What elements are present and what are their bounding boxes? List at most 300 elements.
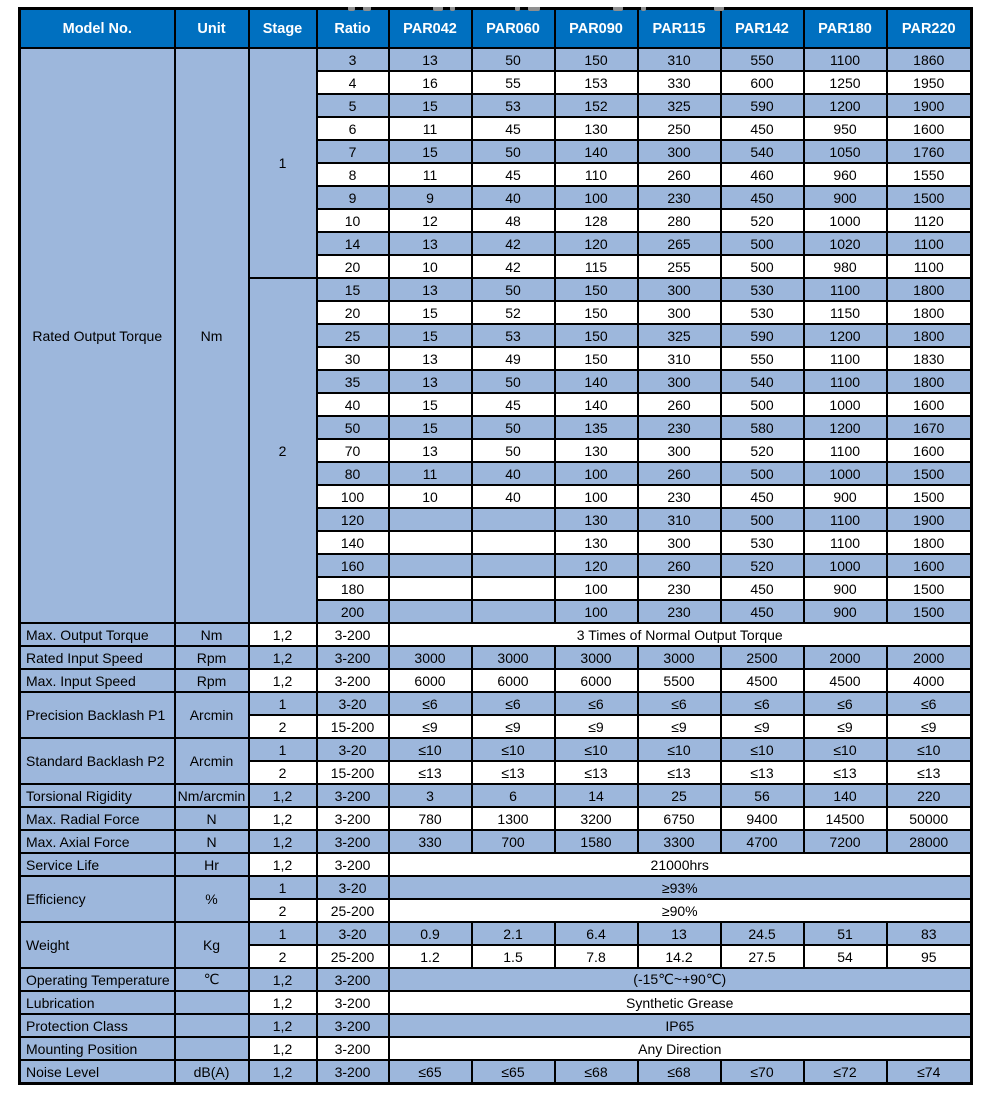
value-cell-par180: 1200 — [804, 94, 887, 117]
value-cell-par042: 0.9 — [389, 922, 472, 945]
value-cell-par142: 590 — [721, 324, 804, 347]
merged-value-cell: IP65 — [389, 1014, 972, 1037]
value-cell-par042: 10 — [389, 485, 472, 508]
value-cell-par115: 300 — [638, 531, 721, 554]
value-cell-par220: ≤10 — [887, 738, 972, 761]
value-cell-par090: 130 — [555, 117, 638, 140]
value-cell-par220: 1500 — [887, 600, 972, 623]
value-cell-par115: 310 — [638, 48, 721, 71]
ratio-cell: 25-200 — [317, 899, 389, 922]
value-cell-par042 — [389, 600, 472, 623]
value-cell-par090: 110 — [555, 163, 638, 186]
value-cell-par060 — [472, 531, 555, 554]
value-cell-par220: 1760 — [887, 140, 972, 163]
value-cell-par090: 100 — [555, 577, 638, 600]
column-header-par042: PAR042 — [389, 9, 472, 49]
value-cell-par142: 550 — [721, 347, 804, 370]
value-cell-par060: 42 — [472, 255, 555, 278]
value-cell-par042: 15 — [389, 393, 472, 416]
unit-cell — [175, 1037, 249, 1060]
stage-cell: 1,2 — [249, 968, 317, 991]
value-cell-par115: 13 — [638, 922, 721, 945]
value-cell-par180: 950 — [804, 117, 887, 140]
ratio-cell: 70 — [317, 439, 389, 462]
value-cell-par180: 1100 — [804, 370, 887, 393]
ratio-cell: 6 — [317, 117, 389, 140]
value-cell-par090: 150 — [555, 347, 638, 370]
value-cell-par042: 13 — [389, 347, 472, 370]
value-cell-par142: 450 — [721, 186, 804, 209]
value-cell-par060: 45 — [472, 393, 555, 416]
value-cell-par115: 230 — [638, 485, 721, 508]
stage-cell: 1,2 — [249, 1060, 317, 1084]
spec-row — [20, 853, 972, 876]
value-cell-par142: 450 — [721, 117, 804, 140]
value-cell-par060: ≤65 — [472, 1060, 555, 1084]
cropped-title-remnant — [0, 7, 988, 12]
value-cell-par142: 530 — [721, 301, 804, 324]
spec-row — [20, 692, 972, 715]
value-cell-par090: 115 — [555, 255, 638, 278]
value-cell-par220: 1500 — [887, 577, 972, 600]
value-cell-par220: 1500 — [887, 485, 972, 508]
column-header-par142: PAR142 — [721, 9, 804, 49]
value-cell-par220: 220 — [887, 784, 972, 807]
value-cell-par060: 40 — [472, 186, 555, 209]
stage-cell: 1,2 — [249, 807, 317, 830]
value-cell-par042: ≤9 — [389, 715, 472, 738]
value-cell-par090: 3000 — [555, 646, 638, 669]
ratio-cell: 15-200 — [317, 761, 389, 784]
value-cell-par042: ≤13 — [389, 761, 472, 784]
merged-value-cell: (-15℃~+90℃) — [389, 968, 972, 991]
value-cell-par180: 1000 — [804, 554, 887, 577]
value-cell-par142: 500 — [721, 255, 804, 278]
value-cell-par142: 580 — [721, 416, 804, 439]
ratio-cell: 120 — [317, 508, 389, 531]
value-cell-par115: 6750 — [638, 807, 721, 830]
value-cell-par090: 150 — [555, 48, 638, 71]
unit-cell: % — [175, 876, 249, 922]
value-cell-par115: 230 — [638, 577, 721, 600]
value-cell-par090: 6.4 — [555, 922, 638, 945]
value-cell-par220: ≤13 — [887, 761, 972, 784]
value-cell-par142: 540 — [721, 370, 804, 393]
value-cell-par220: 1830 — [887, 347, 972, 370]
row-label: Efficiency — [20, 876, 175, 922]
value-cell-par115: ≤9 — [638, 715, 721, 738]
spec-row — [20, 830, 972, 853]
stage-cell: 1,2 — [249, 646, 317, 669]
value-cell-par180: 1100 — [804, 439, 887, 462]
value-cell-par042: 10 — [389, 255, 472, 278]
ratio-cell: 3-200 — [317, 1014, 389, 1037]
value-cell-par180: 54 — [804, 945, 887, 968]
value-cell-par090: ≤9 — [555, 715, 638, 738]
value-cell-par142: 500 — [721, 393, 804, 416]
value-cell-par060: ≤6 — [472, 692, 555, 715]
value-cell-par090: 135 — [555, 416, 638, 439]
ratio-cell: 3-20 — [317, 876, 389, 899]
value-cell-par142: 520 — [721, 209, 804, 232]
stage-cell: 1 — [249, 48, 317, 278]
value-cell-par115: ≤13 — [638, 761, 721, 784]
value-cell-par090: 130 — [555, 508, 638, 531]
value-cell-par060: 53 — [472, 324, 555, 347]
value-cell-par142: 550 — [721, 48, 804, 71]
row-label: Precision Backlash P1 — [20, 692, 175, 738]
ratio-cell: 35 — [317, 370, 389, 393]
value-cell-par142: 9400 — [721, 807, 804, 830]
stage-cell: 2 — [249, 945, 317, 968]
value-cell-par115: 255 — [638, 255, 721, 278]
torque-section-label: Rated Output Torque — [20, 48, 175, 623]
value-cell-par180: 1150 — [804, 301, 887, 324]
value-cell-par090: 6000 — [555, 669, 638, 692]
value-cell-par142: 530 — [721, 531, 804, 554]
ratio-cell: 50 — [317, 416, 389, 439]
value-cell-par115: 5500 — [638, 669, 721, 692]
value-cell-par090: 100 — [555, 462, 638, 485]
value-cell-par180: 1000 — [804, 209, 887, 232]
value-cell-par180: 900 — [804, 600, 887, 623]
value-cell-par042: 330 — [389, 830, 472, 853]
value-cell-par042: 15 — [389, 140, 472, 163]
ratio-cell: 180 — [317, 577, 389, 600]
value-cell-par060: 50 — [472, 48, 555, 71]
stage-cell: 1 — [249, 738, 317, 761]
value-cell-par220: ≤9 — [887, 715, 972, 738]
value-cell-par060: 1.5 — [472, 945, 555, 968]
value-cell-par115: 14.2 — [638, 945, 721, 968]
unit-cell: Kg — [175, 922, 249, 968]
value-cell-par090: ≤13 — [555, 761, 638, 784]
value-cell-par090: 150 — [555, 324, 638, 347]
value-cell-par042: 13 — [389, 48, 472, 71]
value-cell-par090: 3200 — [555, 807, 638, 830]
spec-row — [20, 1060, 972, 1084]
value-cell-par042: ≤10 — [389, 738, 472, 761]
value-cell-par220: 1600 — [887, 117, 972, 140]
value-cell-par220: 1120 — [887, 209, 972, 232]
spec-row — [20, 669, 972, 692]
value-cell-par142: 4700 — [721, 830, 804, 853]
stage-cell: 1 — [249, 922, 317, 945]
value-cell-par142: 56 — [721, 784, 804, 807]
value-cell-par220: 1950 — [887, 71, 972, 94]
row-label: Max. Input Speed — [20, 669, 175, 692]
value-cell-par090: 100 — [555, 485, 638, 508]
value-cell-par220: 1600 — [887, 439, 972, 462]
value-cell-par090: 140 — [555, 140, 638, 163]
value-cell-par220: 1800 — [887, 531, 972, 554]
value-cell-par090: 152 — [555, 94, 638, 117]
spec-row — [20, 807, 972, 830]
unit-cell: Rpm — [175, 669, 249, 692]
unit-cell — [175, 991, 249, 1014]
value-cell-par220: ≤74 — [887, 1060, 972, 1084]
spec-row — [20, 738, 972, 761]
value-cell-par090: 120 — [555, 554, 638, 577]
value-cell-par220: 95 — [887, 945, 972, 968]
value-cell-par090: 153 — [555, 71, 638, 94]
row-label: Protection Class — [20, 1014, 175, 1037]
spec-row — [20, 646, 972, 669]
spec-row — [20, 876, 972, 899]
stage-cell: 1,2 — [249, 784, 317, 807]
value-cell-par115: 250 — [638, 117, 721, 140]
stage-cell: 1,2 — [249, 853, 317, 876]
value-cell-par180: 960 — [804, 163, 887, 186]
ratio-cell: 160 — [317, 554, 389, 577]
unit-cell: Nm/arcmin — [175, 784, 249, 807]
ratio-cell: 20 — [317, 301, 389, 324]
value-cell-par220: ≤6 — [887, 692, 972, 715]
stage-cell: 1,2 — [249, 623, 317, 646]
value-cell-par042: 11 — [389, 462, 472, 485]
value-cell-par142: 2500 — [721, 646, 804, 669]
stage-cell: 1,2 — [249, 669, 317, 692]
value-cell-par142: ≤10 — [721, 738, 804, 761]
value-cell-par042: 3000 — [389, 646, 472, 669]
value-cell-par090: 100 — [555, 186, 638, 209]
column-header-ratio: Ratio — [317, 9, 389, 49]
value-cell-par180: 900 — [804, 485, 887, 508]
value-cell-par042: 6000 — [389, 669, 472, 692]
ratio-cell: 7 — [317, 140, 389, 163]
value-cell-par180: 51 — [804, 922, 887, 945]
ratio-cell: 200 — [317, 600, 389, 623]
value-cell-par180: 1000 — [804, 462, 887, 485]
column-header-unit: Unit — [175, 9, 249, 49]
value-cell-par115: 260 — [638, 393, 721, 416]
value-cell-par180: ≤6 — [804, 692, 887, 715]
value-cell-par090: ≤10 — [555, 738, 638, 761]
value-cell-par220: 1500 — [887, 186, 972, 209]
spec-row — [20, 922, 972, 945]
value-cell-par060: 50 — [472, 140, 555, 163]
value-cell-par115: 300 — [638, 278, 721, 301]
value-cell-par180: 4500 — [804, 669, 887, 692]
value-cell-par042: 9 — [389, 186, 472, 209]
spec-row — [20, 623, 972, 646]
value-cell-par090: 7.8 — [555, 945, 638, 968]
value-cell-par142: 450 — [721, 485, 804, 508]
ratio-cell: 3 — [317, 48, 389, 71]
spec-row — [20, 784, 972, 807]
merged-value-cell: 3 Times of Normal Output Torque — [389, 623, 972, 646]
value-cell-par180: 2000 — [804, 646, 887, 669]
value-cell-par180: ≤9 — [804, 715, 887, 738]
value-cell-par142: 520 — [721, 554, 804, 577]
stage-cell: 1 — [249, 876, 317, 899]
value-cell-par180: 1200 — [804, 324, 887, 347]
value-cell-par042: 13 — [389, 370, 472, 393]
ratio-cell: 3-20 — [317, 692, 389, 715]
value-cell-par060: 700 — [472, 830, 555, 853]
value-cell-par180: 900 — [804, 577, 887, 600]
stage-cell: 2 — [249, 278, 317, 623]
value-cell-par142: 540 — [721, 140, 804, 163]
spec-row — [20, 991, 972, 1014]
value-cell-par060 — [472, 554, 555, 577]
stage-cell: 1 — [249, 692, 317, 715]
unit-cell: Rpm — [175, 646, 249, 669]
unit-cell: Hr — [175, 853, 249, 876]
value-cell-par060: ≤13 — [472, 761, 555, 784]
ratio-cell: 100 — [317, 485, 389, 508]
column-header-par220: PAR220 — [887, 9, 972, 49]
merged-value-cell: ≥93% — [389, 876, 972, 899]
row-label: Lubrication — [20, 991, 175, 1014]
spec-row — [20, 1037, 972, 1060]
row-label: Standard Backlash P2 — [20, 738, 175, 784]
value-cell-par060: 40 — [472, 485, 555, 508]
value-cell-par220: 1600 — [887, 554, 972, 577]
spec-row — [20, 1014, 972, 1037]
value-cell-par142: 500 — [721, 462, 804, 485]
value-cell-par142: ≤6 — [721, 692, 804, 715]
value-cell-par042: 11 — [389, 163, 472, 186]
value-cell-par042: 3 — [389, 784, 472, 807]
value-cell-par115: 25 — [638, 784, 721, 807]
value-cell-par220: 1600 — [887, 393, 972, 416]
value-cell-par142: 27.5 — [721, 945, 804, 968]
value-cell-par115: 300 — [638, 439, 721, 462]
value-cell-par115: ≤68 — [638, 1060, 721, 1084]
value-cell-par060: 49 — [472, 347, 555, 370]
stage-cell: 1,2 — [249, 1014, 317, 1037]
column-header-stage: Stage — [249, 9, 317, 49]
ratio-cell: 4 — [317, 71, 389, 94]
value-cell-par115: 230 — [638, 600, 721, 623]
value-cell-par180: 140 — [804, 784, 887, 807]
value-cell-par090: ≤6 — [555, 692, 638, 715]
value-cell-par220: 83 — [887, 922, 972, 945]
unit-cell — [175, 1014, 249, 1037]
value-cell-par142: 4500 — [721, 669, 804, 692]
value-cell-par180: 14500 — [804, 807, 887, 830]
ratio-cell: 8 — [317, 163, 389, 186]
value-cell-par220: 1800 — [887, 301, 972, 324]
value-cell-par142: 520 — [721, 439, 804, 462]
value-cell-par060: 55 — [472, 71, 555, 94]
merged-value-cell: 21000hrs — [389, 853, 972, 876]
row-label: Noise Level — [20, 1060, 175, 1084]
value-cell-par180: 1200 — [804, 416, 887, 439]
value-cell-par060: 42 — [472, 232, 555, 255]
value-cell-par042: ≤6 — [389, 692, 472, 715]
value-cell-par142: 24.5 — [721, 922, 804, 945]
ratio-cell: 140 — [317, 531, 389, 554]
column-header-model-no-: Model No. — [20, 9, 175, 49]
merged-value-cell: Any Direction — [389, 1037, 972, 1060]
value-cell-par090: 14 — [555, 784, 638, 807]
ratio-cell: 40 — [317, 393, 389, 416]
value-cell-par090: 150 — [555, 278, 638, 301]
value-cell-par060 — [472, 508, 555, 531]
stage-cell: 2 — [249, 761, 317, 784]
value-cell-par060: 1300 — [472, 807, 555, 830]
value-cell-par042: ≤65 — [389, 1060, 472, 1084]
value-cell-par220: 50000 — [887, 807, 972, 830]
ratio-cell: 3-200 — [317, 669, 389, 692]
value-cell-par142: 590 — [721, 94, 804, 117]
value-cell-par042: 13 — [389, 232, 472, 255]
value-cell-par042: 13 — [389, 278, 472, 301]
value-cell-par180: 1100 — [804, 531, 887, 554]
value-cell-par220: 1800 — [887, 370, 972, 393]
value-cell-par060 — [472, 577, 555, 600]
value-cell-par220: 2000 — [887, 646, 972, 669]
value-cell-par115: ≤10 — [638, 738, 721, 761]
value-cell-par060: 40 — [472, 462, 555, 485]
value-cell-par142: 530 — [721, 278, 804, 301]
row-label: Rated Input Speed — [20, 646, 175, 669]
value-cell-par180: 1250 — [804, 71, 887, 94]
unit-cell: N — [175, 830, 249, 853]
value-cell-par060 — [472, 600, 555, 623]
table-header — [20, 9, 972, 49]
value-cell-par180: ≤10 — [804, 738, 887, 761]
row-label: Mounting Position — [20, 1037, 175, 1060]
value-cell-par180: 7200 — [804, 830, 887, 853]
unit-cell: Nm — [175, 623, 249, 646]
value-cell-par142: 450 — [721, 600, 804, 623]
column-header-par115: PAR115 — [638, 9, 721, 49]
value-cell-par090: ≤68 — [555, 1060, 638, 1084]
value-cell-par220: 1500 — [887, 462, 972, 485]
ratio-cell: 9 — [317, 186, 389, 209]
value-cell-par090: 130 — [555, 531, 638, 554]
unit-cell: dB(A) — [175, 1060, 249, 1084]
value-cell-par042: 1.2 — [389, 945, 472, 968]
ratio-cell: 30 — [317, 347, 389, 370]
ratio-cell: 15 — [317, 278, 389, 301]
value-cell-par115: 300 — [638, 301, 721, 324]
unit-cell: ℃ — [175, 968, 249, 991]
value-cell-par042: 16 — [389, 71, 472, 94]
value-cell-par090: 130 — [555, 439, 638, 462]
value-cell-par042: 12 — [389, 209, 472, 232]
value-cell-par115: 300 — [638, 140, 721, 163]
value-cell-par042 — [389, 577, 472, 600]
value-cell-par180: ≤13 — [804, 761, 887, 784]
value-cell-par220: 1900 — [887, 508, 972, 531]
value-cell-par042 — [389, 508, 472, 531]
value-cell-par142: 500 — [721, 232, 804, 255]
row-label: Operating Temperature — [20, 968, 175, 991]
value-cell-par220: 1670 — [887, 416, 972, 439]
value-cell-par115: 230 — [638, 186, 721, 209]
value-cell-par042: 13 — [389, 439, 472, 462]
row-label: Max. Output Torque — [20, 623, 175, 646]
ratio-cell: 3-200 — [317, 1037, 389, 1060]
stage-cell: 1,2 — [249, 830, 317, 853]
value-cell-par090: 150 — [555, 301, 638, 324]
value-cell-par060: 50 — [472, 370, 555, 393]
stage-cell: 1,2 — [249, 991, 317, 1014]
value-cell-par142: 460 — [721, 163, 804, 186]
value-cell-par142: 450 — [721, 577, 804, 600]
row-label: Max. Radial Force — [20, 807, 175, 830]
ratio-cell: 3-200 — [317, 991, 389, 1014]
value-cell-par220: 1860 — [887, 48, 972, 71]
value-cell-par060: 50 — [472, 278, 555, 301]
column-header-par090: PAR090 — [555, 9, 638, 49]
header-row — [20, 9, 972, 49]
value-cell-par180: 980 — [804, 255, 887, 278]
